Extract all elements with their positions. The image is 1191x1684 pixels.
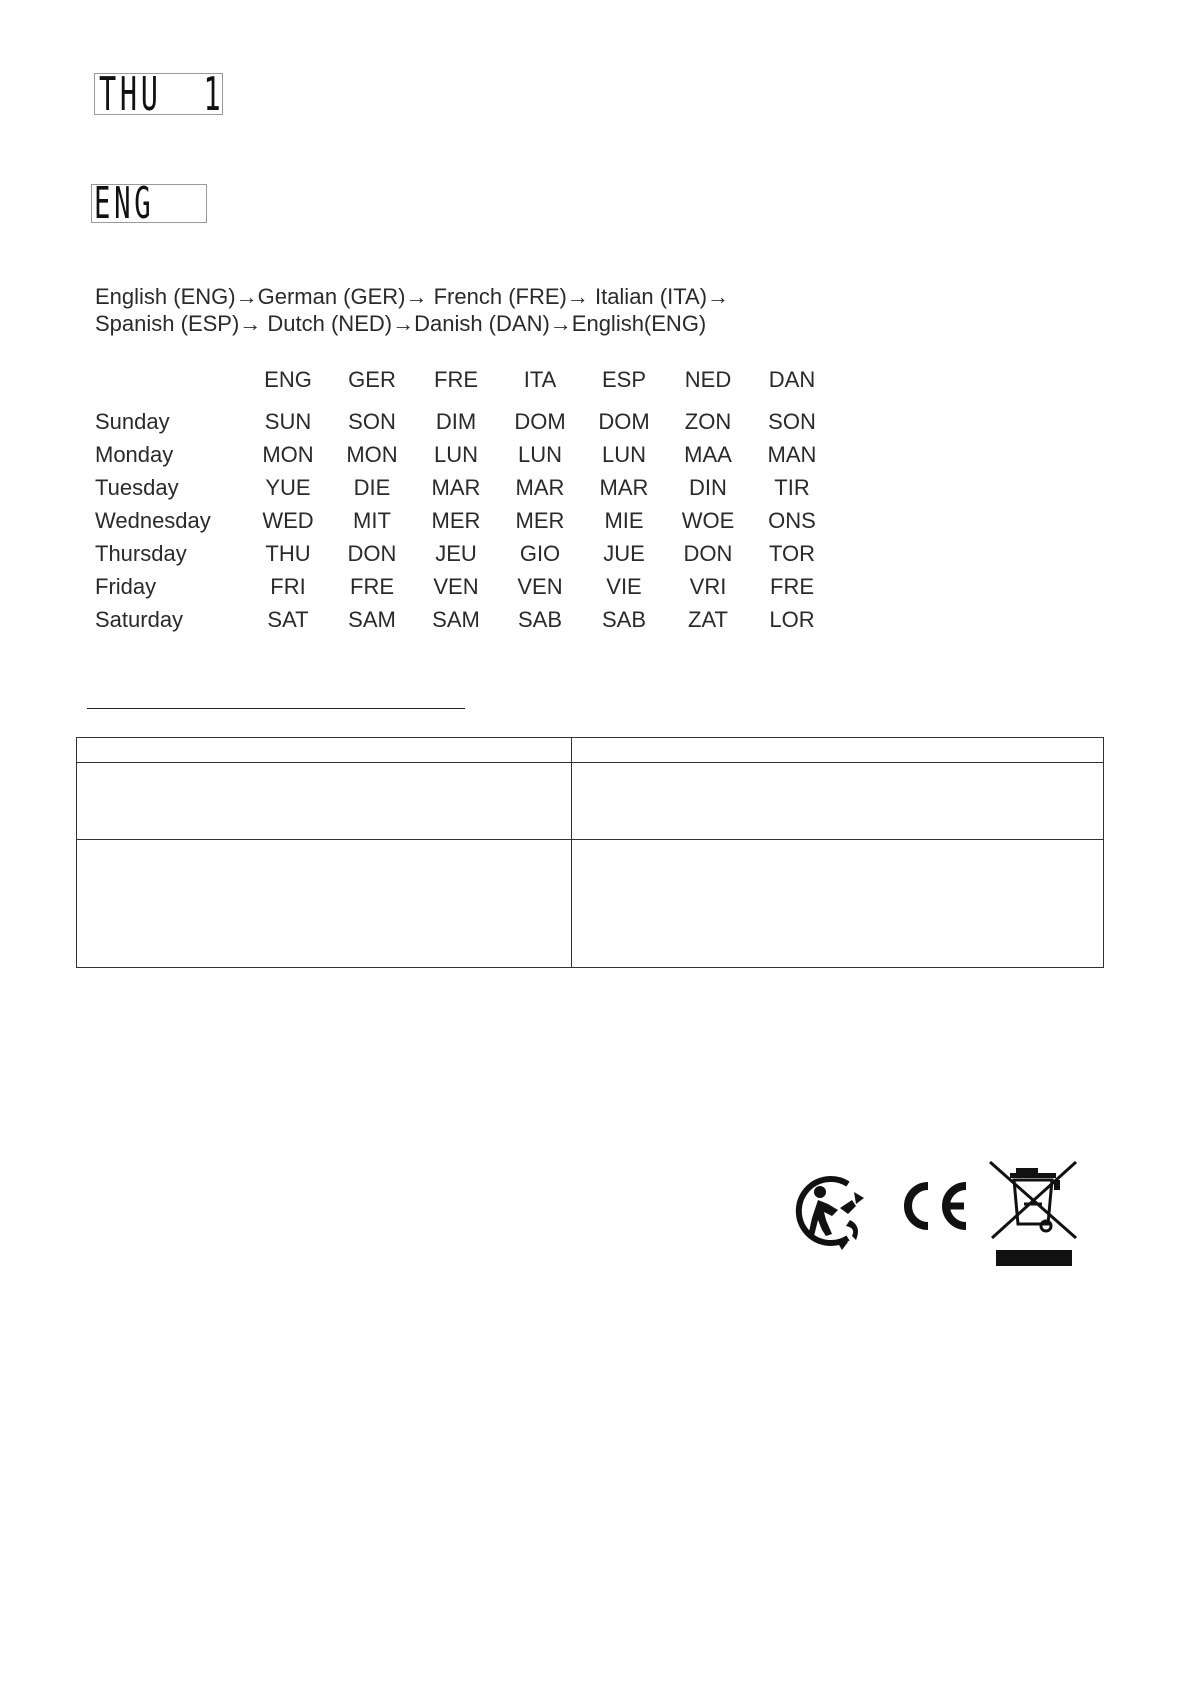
triman-icon	[790, 1170, 872, 1252]
table-cell: LUN	[433, 441, 478, 467]
table-cell: ZON	[684, 408, 732, 434]
table-cell	[572, 763, 1104, 840]
empty-info-table	[76, 737, 1104, 968]
header-cell: ESP	[601, 367, 647, 392]
table-cell: DIN	[689, 474, 727, 500]
table-cell: WED	[262, 507, 314, 533]
table-cell: MAR	[599, 474, 649, 500]
table-cell: DIE	[353, 474, 391, 500]
table-cell: SON	[348, 408, 396, 434]
day-name-cell: Friday	[95, 573, 157, 599]
table-cell: FRI	[270, 573, 306, 599]
weee-crossed-bin-icon	[988, 1160, 1084, 1272]
table-cell: FRE	[770, 573, 814, 599]
table-cell: VEN	[433, 573, 479, 599]
day-name-cell: Tuesday	[95, 474, 179, 500]
table-cell: TOR	[768, 540, 816, 566]
day-lcd-display	[94, 67, 225, 121]
table-cell: ZAT	[688, 606, 728, 632]
table-cell: MAR	[515, 474, 565, 500]
table-cell: WOE	[681, 507, 735, 533]
day-name-cell: Saturday	[95, 606, 184, 632]
language-sequence-line-2: Spanish (ESP)→ Dutch (NED)→Danish (DAN)→English(ENG)	[95, 311, 707, 336]
day-lcd-text: THU 1	[99, 67, 225, 121]
table-cell: MER	[431, 507, 481, 533]
table-cell	[572, 738, 1104, 763]
table-cell: VEN	[517, 573, 563, 599]
table-cell: VRI	[689, 573, 727, 599]
table-cell: YUE	[265, 474, 311, 500]
table-cell: JUE	[603, 540, 645, 566]
section-heading-underline	[87, 708, 465, 709]
table-row	[95, 603, 834, 636]
table-cell: SAB	[601, 606, 647, 632]
table-cell: MIE	[604, 507, 644, 533]
table-row	[95, 438, 834, 471]
table-cell: SUN	[264, 408, 312, 434]
table-cell: DOM	[514, 408, 566, 434]
table-cell: TIR	[774, 474, 810, 500]
table-row	[95, 570, 834, 603]
table-cell: JEU	[435, 540, 477, 566]
header-cell: NED	[684, 367, 732, 392]
table-cell: SON	[768, 408, 816, 434]
header-blank-cell	[95, 367, 246, 405]
table-cell: VIE	[606, 573, 642, 599]
table-row	[95, 471, 834, 504]
header-cell: DAN	[768, 367, 816, 392]
compliance-logos	[790, 1160, 1090, 1275]
table-row	[77, 840, 1104, 968]
table-row	[95, 405, 834, 438]
table-cell: SAT	[267, 606, 309, 632]
table-row	[95, 537, 834, 570]
table-cell: SAM	[348, 606, 396, 632]
weekday-abbreviation-table	[95, 367, 834, 636]
header-cell: FRE	[434, 367, 478, 392]
table-cell	[77, 763, 572, 840]
table-cell: MER	[515, 507, 565, 533]
table-row	[77, 763, 1104, 840]
table-row	[77, 738, 1104, 763]
table-cell	[77, 840, 572, 968]
language-lcd-display	[91, 178, 207, 229]
header-cell: GER	[348, 367, 396, 392]
day-name-cell: Thursday	[95, 540, 187, 566]
table-cell: DIM	[435, 408, 477, 434]
table-cell	[77, 738, 572, 763]
table-cell: MIT	[353, 507, 391, 533]
table-cell: SAM	[432, 606, 480, 632]
table-cell: THU	[265, 540, 311, 566]
table-cell: DON	[347, 540, 397, 566]
language-sequence	[95, 283, 729, 337]
ce-mark-icon	[894, 1180, 970, 1232]
table-cell: LUN	[517, 441, 562, 467]
table-cell: SAB	[517, 606, 563, 632]
table-cell: MON	[346, 441, 398, 467]
table-cell: FRE	[350, 573, 394, 599]
header-cell: ITA	[523, 367, 557, 392]
table-cell: MAN	[767, 441, 817, 467]
day-name-cell: Wednesday	[95, 507, 211, 533]
language-sequence-line-1: English (ENG)→German (GER)→ French (FRE)→ Italian (ITA)→	[95, 284, 730, 309]
table-cell: MON	[262, 441, 314, 467]
table-cell: DON	[683, 540, 733, 566]
day-name-cell: Monday	[95, 441, 174, 467]
table-cell: MAR	[431, 474, 481, 500]
table-cell: LUN	[601, 441, 646, 467]
table-row	[95, 504, 834, 537]
table-cell: DOM	[598, 408, 650, 434]
language-lcd-text: ENG	[94, 178, 155, 229]
table-cell: GIO	[519, 540, 561, 566]
table-cell: ONS	[768, 507, 816, 533]
day-name-cell: Sunday	[95, 408, 170, 434]
table-cell: MAA	[684, 441, 732, 467]
table-cell: LOR	[769, 606, 815, 632]
table-cell	[572, 840, 1104, 968]
header-cell: ENG	[264, 367, 312, 392]
weekday-table-header-row	[95, 367, 834, 405]
